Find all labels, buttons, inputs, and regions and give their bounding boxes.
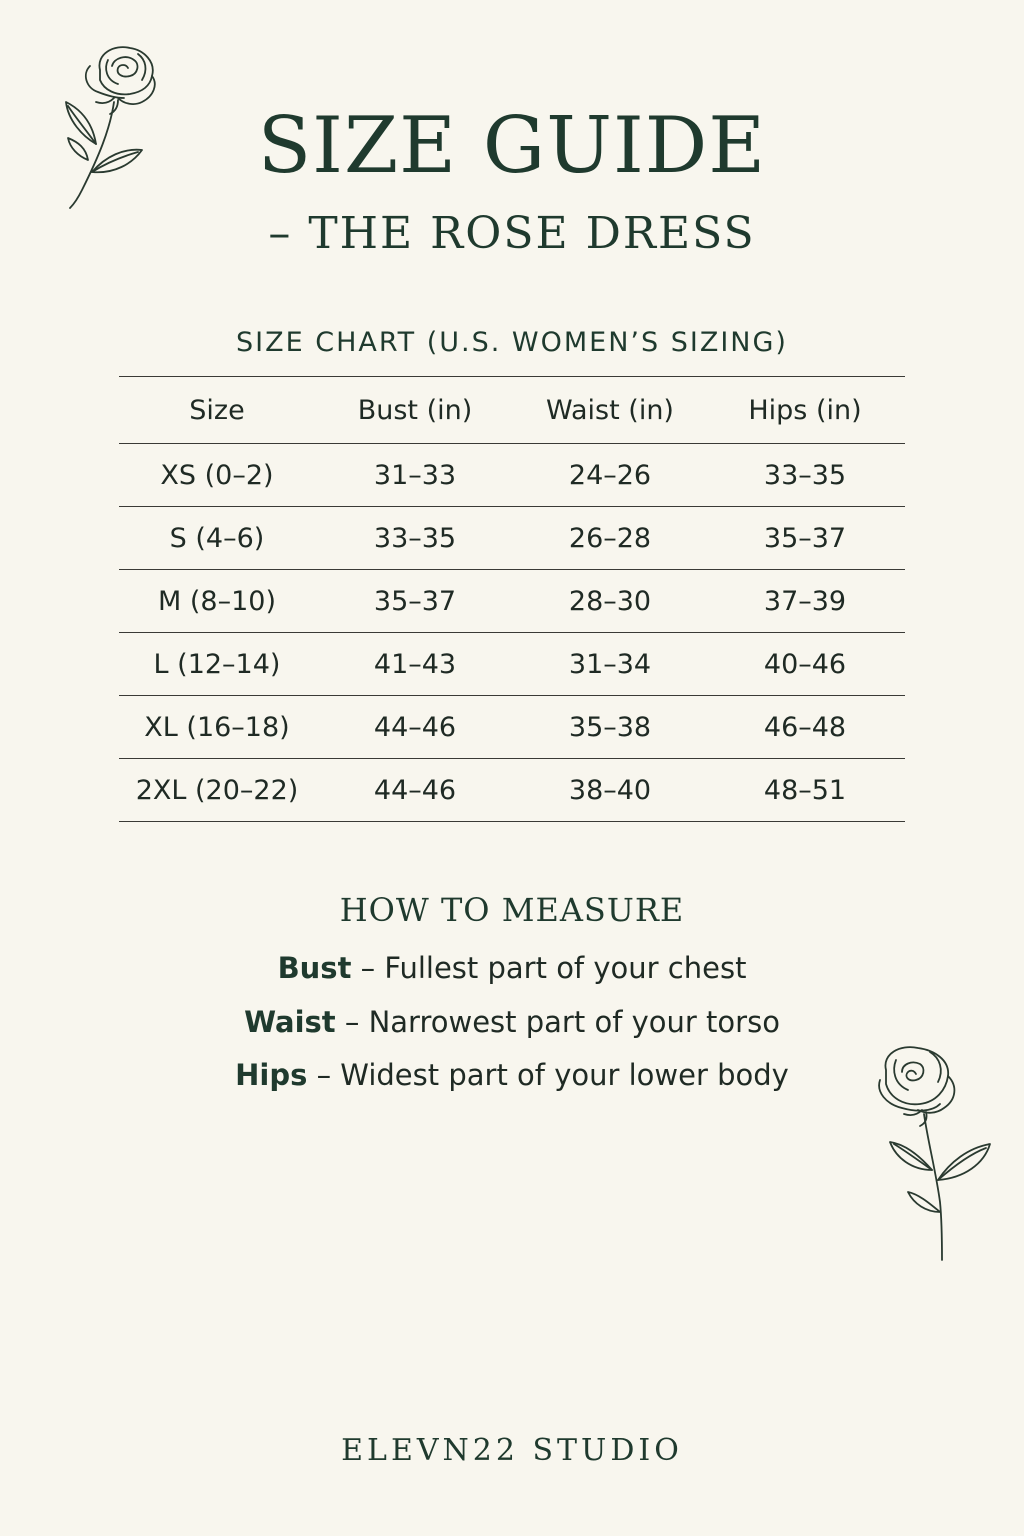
bust-cell: 41–43 (315, 633, 515, 696)
column-header-hips: Hips (in) (705, 377, 905, 444)
page-title: SIZE GUIDE (257, 101, 767, 191)
measure-description: – Fullest part of your chest (351, 951, 747, 985)
measure-term: Waist (244, 1005, 336, 1039)
bust-cell: 35–37 (315, 570, 515, 633)
hips-cell: 46–48 (705, 696, 905, 759)
waist-cell: 24–26 (515, 444, 705, 507)
waist-cell: 38–40 (515, 759, 705, 822)
table-row (119, 633, 905, 696)
waist-cell: 26–28 (515, 507, 705, 570)
size-cell: XL (16–18) (119, 696, 315, 759)
bust-cell: 44–46 (315, 696, 515, 759)
hips-cell: 37–39 (705, 570, 905, 633)
waist-cell: 28–30 (515, 570, 705, 633)
measure-item-hips (0, 1055, 1024, 1095)
hips-cell: 35–37 (705, 507, 905, 570)
table-row (119, 507, 905, 570)
size-cell: XS (0–2) (119, 444, 315, 507)
waist-cell: 31–34 (515, 633, 705, 696)
how-to-measure-heading: HOW TO MEASURE (339, 891, 685, 929)
measure-item-waist (0, 1002, 1024, 1042)
table-row (119, 759, 905, 822)
measure-term: Hips (235, 1058, 308, 1092)
hips-cell: 48–51 (705, 759, 905, 822)
column-header-size: Size (119, 377, 315, 444)
bust-cell: 33–35 (315, 507, 515, 570)
size-chart-table (119, 376, 905, 822)
size-cell: S (4–6) (119, 507, 315, 570)
measure-description: – Narrowest part of your torso (335, 1005, 780, 1039)
hips-cell: 40–46 (705, 633, 905, 696)
hips-cell: 33–35 (705, 444, 905, 507)
brand-name: ELEVN22 STUDIO (341, 1433, 683, 1468)
bust-cell: 44–46 (315, 759, 515, 822)
table-row (119, 696, 905, 759)
size-cell: 2XL (20–22) (119, 759, 315, 822)
waist-cell: 35–38 (515, 696, 705, 759)
size-chart-heading: SIZE CHART (U.S. WOMEN’S SIZING) (236, 327, 788, 358)
table-header-row (119, 377, 905, 444)
measure-item-bust (0, 948, 1024, 988)
page-subtitle: – THE ROSE DRESS (268, 208, 756, 259)
table-row (119, 570, 905, 633)
table-row (119, 444, 905, 507)
size-cell: L (12–14) (119, 633, 315, 696)
measure-term: Bust (277, 951, 352, 985)
measure-description: – Widest part of your lower body (307, 1058, 789, 1092)
column-header-bust: Bust (in) (315, 377, 515, 444)
bust-cell: 31–33 (315, 444, 515, 507)
column-header-waist: Waist (in) (515, 377, 705, 444)
size-cell: M (8–10) (119, 570, 315, 633)
